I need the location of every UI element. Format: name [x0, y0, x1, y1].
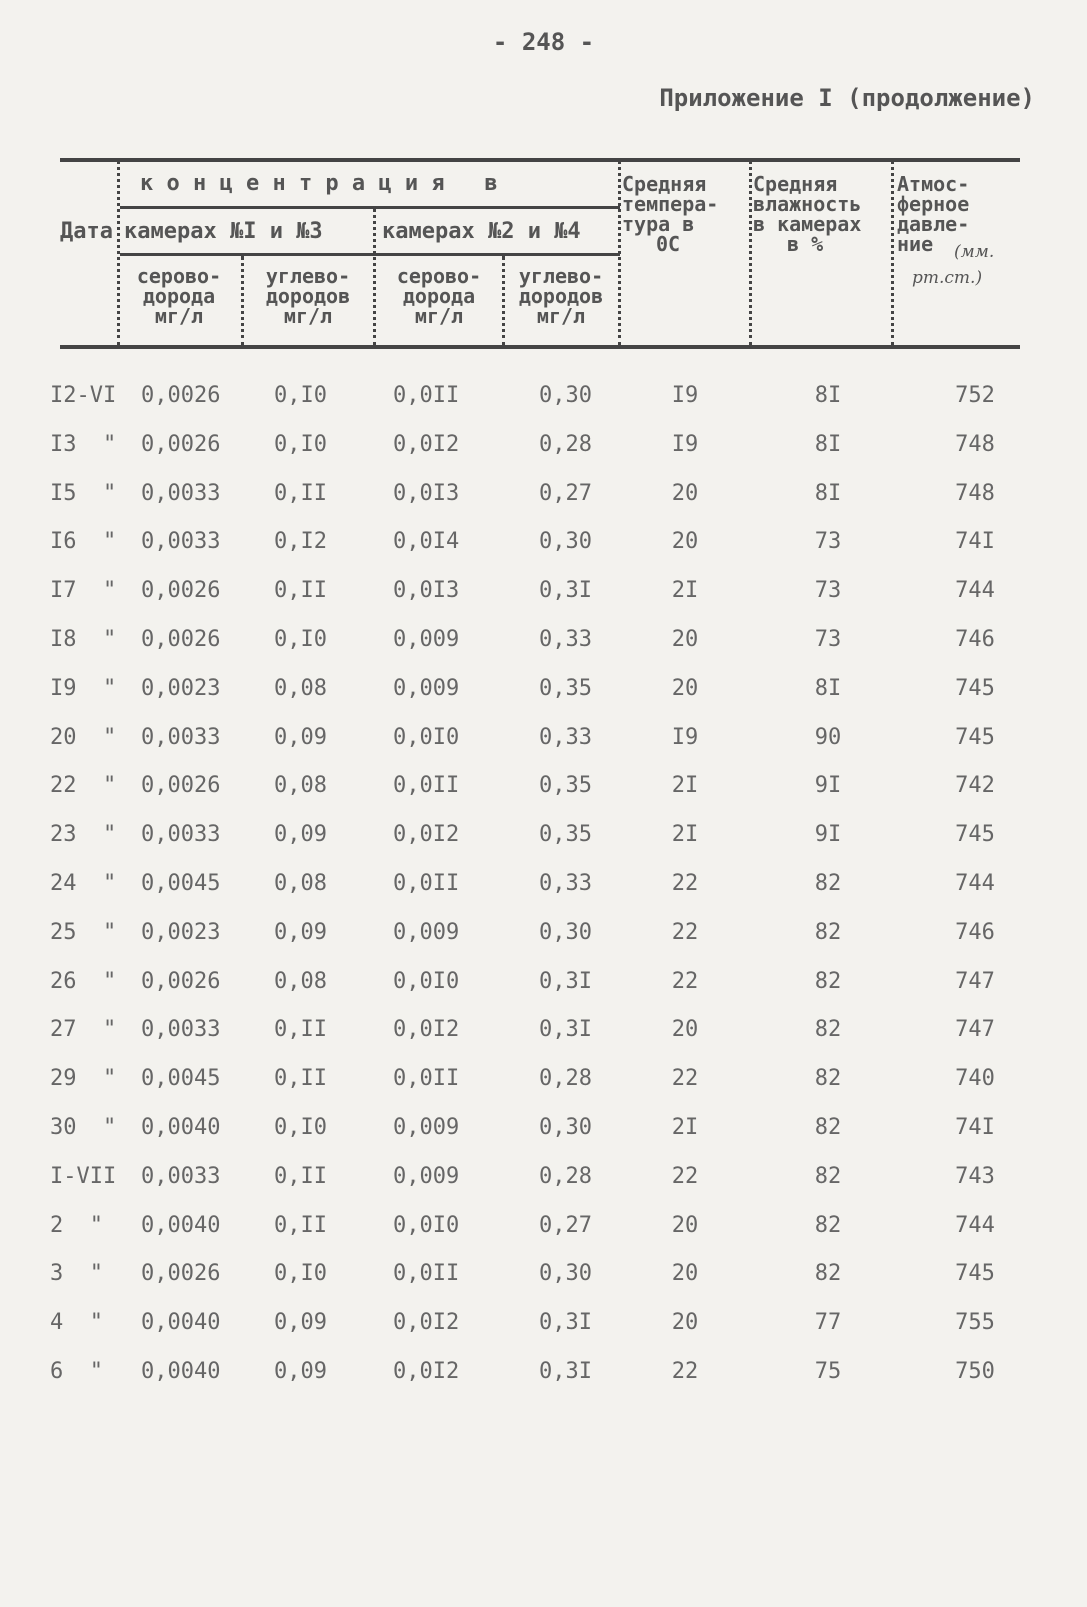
pressure-cell: 747 — [955, 968, 995, 994]
date-cell: 29 " — [50, 1066, 117, 1092]
humidity-cell: 8I — [814, 383, 842, 408]
pressure-cell: 742 — [955, 773, 995, 799]
temperature-cell: 20 — [671, 626, 699, 652]
date-cell: I2-VI — [50, 383, 117, 408]
h2s-ch13-cell: 0,0023 — [141, 675, 221, 701]
hc-ch24-cell: 0,35 — [539, 773, 592, 799]
pressure-cell: 745 — [955, 822, 995, 848]
h2s-ch24-cell: 0,0II — [393, 773, 460, 799]
hc-ch24-cell: 0,33 — [539, 724, 592, 750]
humidity-cell: 82 — [814, 1066, 842, 1092]
temperature-cell: 22 — [671, 1066, 699, 1092]
h2s-ch24-cell: 0,0I2 — [393, 1358, 460, 1384]
temperature-cell: 2I — [671, 773, 699, 799]
h2s-ch13-cell: 0,0026 — [141, 968, 221, 994]
header-temperature: Средняя темпера- тура в 0С — [622, 172, 719, 256]
date-cell: 27 " — [50, 1017, 117, 1043]
pressure-cell: 746 — [955, 626, 995, 652]
hc-ch24-cell: 0,30 — [539, 383, 592, 408]
table-row — [0, 627, 1087, 676]
temperature-cell: 20 — [671, 1017, 699, 1043]
h2s-ch13-cell: 0,0033 — [141, 1163, 221, 1189]
h2s-ch13-cell: 0,0033 — [141, 724, 221, 750]
table-row — [0, 1164, 1087, 1213]
h2s-ch24-cell: 0,0II — [393, 1261, 460, 1287]
hc-ch24-cell: 0,3I — [539, 968, 592, 994]
hc-ch13-cell: 0,II — [274, 1066, 327, 1092]
h2s-ch13-cell: 0,0040 — [141, 1358, 221, 1384]
humidity-cell: 82 — [814, 1114, 842, 1140]
h2s-ch24-cell: 0,0I0 — [393, 968, 460, 994]
hc-ch24-cell: 0,28 — [539, 1066, 592, 1092]
temperature-cell: 2I — [671, 822, 699, 848]
pressure-cell: 745 — [955, 724, 995, 750]
h2s-ch13-cell: 0,0026 — [141, 578, 221, 604]
separator-concentration — [618, 160, 621, 346]
h2s-ch24-cell: 0,0I3 — [393, 480, 460, 506]
chambers-rule — [120, 253, 620, 256]
pressure-cell: 740 — [955, 1066, 995, 1092]
hc-ch24-cell: 0,3I — [539, 1017, 592, 1043]
pressure-cell: 744 — [955, 578, 995, 604]
hc-ch13-cell: 0,09 — [274, 1310, 327, 1336]
separator-chambers — [373, 208, 376, 346]
date-cell: 20 " — [50, 724, 117, 750]
table-row — [0, 1359, 1087, 1408]
table-top-rule — [60, 158, 1020, 162]
separator-h2s2 — [502, 256, 505, 346]
table-row — [0, 920, 1087, 969]
temperature-cell: 20 — [671, 675, 699, 701]
temperature-cell: 2I — [671, 1114, 699, 1140]
temperature-cell: 22 — [671, 919, 699, 945]
h2s-ch24-cell: 0,0I2 — [393, 1017, 460, 1043]
header-hc-2: углево- дородов мг/л — [518, 264, 604, 328]
hc-ch24-cell: 0,35 — [539, 675, 592, 701]
hc-ch24-cell: 0,3I — [539, 578, 592, 604]
table-row — [0, 578, 1087, 627]
pressure-cell: 746 — [955, 919, 995, 945]
hc-ch13-cell: 0,I0 — [274, 1114, 327, 1140]
temperature-cell: 22 — [671, 968, 699, 994]
pressure-unit-handwritten-2: рт.ст.) — [912, 268, 983, 288]
h2s-ch13-cell: 0,0033 — [141, 529, 221, 555]
humidity-cell: 82 — [814, 1261, 842, 1287]
header-chambers-2-4: камерах №2 и №4 — [382, 219, 581, 244]
date-cell: 23 " — [50, 822, 117, 848]
h2s-ch24-cell: 0,0I2 — [393, 1310, 460, 1336]
temperature-cell: 20 — [671, 529, 699, 555]
date-cell: 26 " — [50, 968, 117, 994]
humidity-cell: 8I — [814, 480, 842, 506]
page-number: - 248 - — [492, 28, 595, 56]
date-cell: 6 " — [50, 1358, 103, 1384]
hc-ch13-cell: 0,08 — [274, 773, 327, 799]
pressure-cell: 747 — [955, 1017, 995, 1043]
h2s-ch13-cell: 0,0045 — [141, 1066, 221, 1092]
hc-ch24-cell: 0,30 — [539, 1261, 592, 1287]
hc-ch13-cell: 0,II — [274, 1163, 327, 1189]
humidity-cell: 82 — [814, 1017, 842, 1043]
table-row — [0, 725, 1087, 774]
pressure-unit-handwritten: (мм. — [954, 242, 995, 262]
concentration-rule — [120, 206, 620, 209]
date-cell: I5 " — [50, 480, 117, 506]
hc-ch13-cell: 0,I0 — [274, 383, 327, 408]
humidity-cell: 75 — [814, 1358, 842, 1384]
table-row — [0, 871, 1087, 920]
humidity-cell: 73 — [814, 626, 842, 652]
date-cell: I7 " — [50, 578, 117, 604]
table-row — [0, 481, 1087, 530]
h2s-ch24-cell: 0,009 — [393, 1163, 460, 1189]
h2s-ch24-cell: 0,0I3 — [393, 578, 460, 604]
h2s-ch13-cell: 0,0040 — [141, 1114, 221, 1140]
hc-ch24-cell: 0,35 — [539, 822, 592, 848]
header-h2s-2: серово- дорода мг/л — [396, 264, 482, 328]
table-row — [0, 822, 1087, 871]
pressure-cell: 755 — [955, 1310, 995, 1336]
h2s-ch24-cell: 0,0I0 — [393, 1212, 460, 1238]
humidity-cell: 9I — [814, 773, 842, 799]
header-date: Дата — [60, 219, 113, 244]
temperature-cell: I9 — [671, 431, 699, 457]
hc-ch13-cell: 0,09 — [274, 724, 327, 750]
date-cell: 25 " — [50, 919, 117, 945]
hc-ch13-cell: 0,09 — [274, 822, 327, 848]
humidity-cell: 9I — [814, 822, 842, 848]
pressure-cell: 745 — [955, 675, 995, 701]
pressure-cell: 744 — [955, 870, 995, 896]
humidity-cell: 82 — [814, 968, 842, 994]
table-body — [0, 383, 1087, 1408]
table-row — [0, 1115, 1087, 1164]
table-row — [0, 969, 1087, 1018]
header-concentration: к о н ц е н т р а ц и я в — [140, 171, 498, 196]
date-cell: I8 " — [50, 626, 117, 652]
h2s-ch13-cell: 0,0040 — [141, 1212, 221, 1238]
pressure-cell: 748 — [955, 480, 995, 506]
temperature-cell: 20 — [671, 1310, 699, 1336]
humidity-cell: 77 — [814, 1310, 842, 1336]
date-cell: 2 " — [50, 1212, 103, 1238]
temperature-cell: 20 — [671, 1261, 699, 1287]
temperature-cell: 22 — [671, 1358, 699, 1384]
hc-ch24-cell: 0,27 — [539, 1212, 592, 1238]
hc-ch13-cell: 0,II — [274, 578, 327, 604]
date-cell: 24 " — [50, 870, 117, 896]
pressure-cell: 743 — [955, 1163, 995, 1189]
hc-ch13-cell: 0,II — [274, 1017, 327, 1043]
h2s-ch13-cell: 0,0026 — [141, 383, 221, 408]
hc-ch24-cell: 0,33 — [539, 870, 592, 896]
hc-ch13-cell: 0,I0 — [274, 431, 327, 457]
pressure-cell: 74I — [955, 529, 995, 555]
h2s-ch13-cell: 0,0033 — [141, 1017, 221, 1043]
separator-humidity — [891, 160, 894, 346]
h2s-ch24-cell: 0,0I0 — [393, 724, 460, 750]
header-h2s-1: серово- дорода мг/л — [136, 264, 222, 328]
h2s-ch24-cell: 0,0I4 — [393, 529, 460, 555]
hc-ch24-cell: 0,28 — [539, 431, 592, 457]
h2s-ch24-cell: 0,0II — [393, 870, 460, 896]
h2s-ch24-cell: 0,0I2 — [393, 431, 460, 457]
humidity-cell: 8I — [814, 675, 842, 701]
humidity-cell: 8I — [814, 431, 842, 457]
pressure-cell: 745 — [955, 1261, 995, 1287]
h2s-ch13-cell: 0,0033 — [141, 822, 221, 848]
hc-ch13-cell: 0,08 — [274, 968, 327, 994]
header-humidity: Средняя влажность в камерах в % — [753, 172, 862, 256]
temperature-cell: I9 — [671, 724, 699, 750]
pressure-cell: 748 — [955, 431, 995, 457]
h2s-ch24-cell: 0,009 — [393, 626, 460, 652]
date-cell: 30 " — [50, 1114, 117, 1140]
date-cell: I9 " — [50, 675, 117, 701]
h2s-ch13-cell: 0,0045 — [141, 870, 221, 896]
humidity-cell: 73 — [814, 529, 842, 555]
hc-ch24-cell: 0,33 — [539, 626, 592, 652]
h2s-ch24-cell: 0,0I2 — [393, 822, 460, 848]
hc-ch13-cell: 0,08 — [274, 675, 327, 701]
date-cell: 22 " — [50, 773, 117, 799]
h2s-ch13-cell: 0,0026 — [141, 431, 221, 457]
hc-ch13-cell: 0,II — [274, 480, 327, 506]
date-cell: 3 " — [50, 1261, 103, 1287]
hc-ch24-cell: 0,30 — [539, 1114, 592, 1140]
hc-ch24-cell: 0,28 — [539, 1163, 592, 1189]
hc-ch24-cell: 0,30 — [539, 529, 592, 555]
header-chambers-1-3: камерах №I и №3 — [124, 219, 323, 244]
header-hc-1: углево- дородов мг/л — [265, 264, 351, 328]
temperature-cell: 22 — [671, 1163, 699, 1189]
hc-ch13-cell: 0,08 — [274, 870, 327, 896]
temperature-cell: 20 — [671, 480, 699, 506]
h2s-ch13-cell: 0,0033 — [141, 480, 221, 506]
h2s-ch24-cell: 0,009 — [393, 919, 460, 945]
h2s-ch13-cell: 0,0026 — [141, 1261, 221, 1287]
hc-ch13-cell: 0,I0 — [274, 1261, 327, 1287]
humidity-cell: 82 — [814, 919, 842, 945]
table-row — [0, 432, 1087, 481]
table-row — [0, 529, 1087, 578]
date-cell: I6 " — [50, 529, 117, 555]
h2s-ch24-cell: 0,009 — [393, 1114, 460, 1140]
hc-ch13-cell: 0,I2 — [274, 529, 327, 555]
table-row — [0, 773, 1087, 822]
table-row — [0, 676, 1087, 725]
hc-ch24-cell: 0,3I — [539, 1310, 592, 1336]
separator-temperature — [749, 160, 752, 346]
h2s-ch24-cell: 0,009 — [393, 675, 460, 701]
pressure-cell: 750 — [955, 1358, 995, 1384]
h2s-ch24-cell: 0,0II — [393, 383, 460, 408]
table-row — [0, 1310, 1087, 1359]
humidity-cell: 82 — [814, 1212, 842, 1238]
date-cell: 4 " — [50, 1310, 103, 1336]
humidity-cell: 82 — [814, 870, 842, 896]
hc-ch13-cell: 0,09 — [274, 919, 327, 945]
hc-ch13-cell: 0,09 — [274, 1358, 327, 1384]
humidity-cell: 73 — [814, 578, 842, 604]
h2s-ch13-cell: 0,0023 — [141, 919, 221, 945]
hc-ch24-cell: 0,27 — [539, 480, 592, 506]
temperature-cell: 20 — [671, 1212, 699, 1238]
temperature-cell: 2I — [671, 578, 699, 604]
separator-h2s1 — [241, 256, 244, 346]
h2s-ch13-cell: 0,0040 — [141, 1310, 221, 1336]
date-cell: I3 " — [50, 431, 117, 457]
table-row — [0, 1261, 1087, 1310]
hc-ch24-cell: 0,3I — [539, 1358, 592, 1384]
hc-ch13-cell: 0,I0 — [274, 626, 327, 652]
table-row — [0, 1066, 1087, 1115]
header-pressure: Атмос- ферное давле- ние — [897, 172, 970, 256]
pressure-cell: 74I — [955, 1114, 995, 1140]
table-row — [0, 1017, 1087, 1066]
table-row — [0, 1213, 1087, 1262]
temperature-cell: I9 — [671, 383, 699, 408]
hc-ch24-cell: 0,30 — [539, 919, 592, 945]
table-row — [0, 383, 1087, 432]
pressure-cell: 744 — [955, 1212, 995, 1238]
humidity-cell: 90 — [814, 724, 842, 750]
h2s-ch13-cell: 0,0026 — [141, 773, 221, 799]
appendix-label: Приложение I (продолжение) — [659, 84, 1035, 112]
h2s-ch13-cell: 0,0026 — [141, 626, 221, 652]
humidity-cell: 82 — [814, 1163, 842, 1189]
hc-ch13-cell: 0,II — [274, 1212, 327, 1238]
header-bottom-rule — [60, 345, 1020, 349]
pressure-cell: 752 — [955, 383, 995, 408]
date-cell: I-VII — [50, 1163, 117, 1189]
temperature-cell: 22 — [671, 870, 699, 896]
h2s-ch24-cell: 0,0II — [393, 1066, 460, 1092]
